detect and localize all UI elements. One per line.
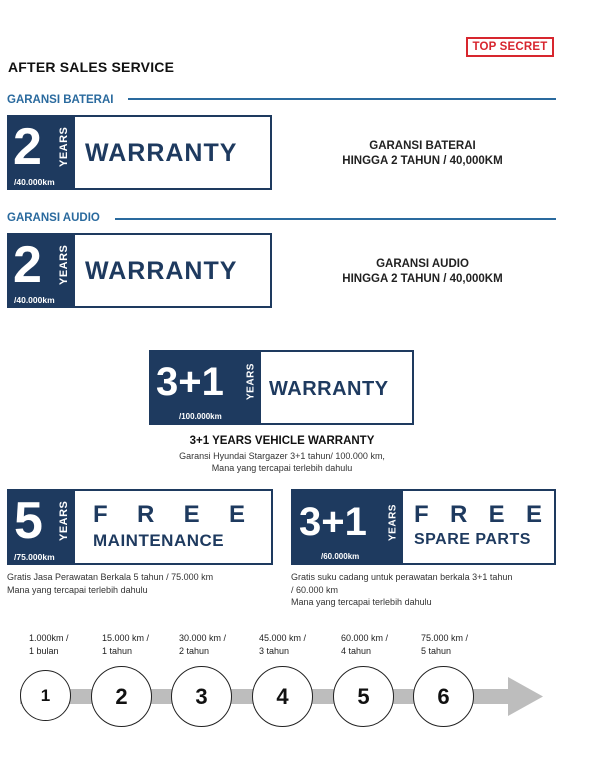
spare-parts-years-number: 3+1 xyxy=(299,500,367,544)
spare-parts-description xyxy=(291,571,561,609)
free-letter: F xyxy=(93,501,108,528)
vehicle-years-number: 3+1 xyxy=(156,360,224,404)
timeline-label-6 xyxy=(421,632,468,657)
timeline-period: 4 tahun xyxy=(341,645,372,656)
spare-parts-free-word xyxy=(414,501,542,529)
audio-warranty-description xyxy=(300,257,545,287)
timeline-step-6: 6 xyxy=(413,666,474,727)
audio-desc-line1: GARANSI AUDIO xyxy=(376,258,469,270)
battery-warranty-description xyxy=(300,139,545,169)
battery-desc-line2: HINGGA 2 TAHUN / 40,000KM xyxy=(342,155,503,167)
spare-parts-desc-line1: Gratis suku cadang untuk perawatan berkala 3+1 tahun xyxy=(291,572,513,582)
battery-warranty-badge xyxy=(7,115,272,190)
free-letter: E xyxy=(183,501,200,528)
timeline-km: 75.000 km / xyxy=(421,633,469,643)
free-letter: E xyxy=(488,501,505,528)
timeline-period: 3 tahun xyxy=(259,645,290,656)
free-maintenance-badge xyxy=(7,489,273,565)
timeline-km: 30.000 km / xyxy=(179,633,227,643)
free-letter: F xyxy=(414,501,429,528)
vehicle-warranty-word: WARRANTY xyxy=(269,378,389,400)
timeline-km: 1.000km / xyxy=(29,633,69,643)
timeline-label-4 xyxy=(259,632,306,657)
timeline-label-5 xyxy=(341,632,388,657)
timeline-km: 60.000 km / xyxy=(341,633,389,643)
vehicle-warranty-badge xyxy=(149,350,414,425)
battery-desc-line1: GARANSI BATERAI xyxy=(369,140,476,152)
timeline-step-3: 3 xyxy=(171,666,232,727)
battery-years-number: 2 xyxy=(13,118,42,176)
timeline-step-4: 4 xyxy=(252,666,313,727)
vehicle-badge-navy-panel xyxy=(151,352,261,423)
audio-section-divider xyxy=(115,218,556,220)
free-letter: E xyxy=(228,501,245,528)
spare-parts-desc-line3: Mana yang tercapai terlebih dahulu xyxy=(291,597,432,607)
battery-section-label: GARANSI BATERAI xyxy=(7,94,114,106)
spare-parts-word: SPARE PARTS xyxy=(414,531,531,548)
timeline-period: 5 tahun xyxy=(421,645,452,656)
audio-section-label: GARANSI AUDIO xyxy=(7,212,100,224)
vehicle-desc-line2: Mana yang tercapai terlebih dahulu xyxy=(211,463,353,473)
timeline-arrow-head xyxy=(508,677,543,716)
maintenance-badge-navy-panel xyxy=(9,491,75,563)
battery-badge-navy-panel xyxy=(9,117,75,188)
audio-warranty-badge xyxy=(7,233,272,308)
timeline-km: 15.000 km / xyxy=(102,633,150,643)
timeline-label-2 xyxy=(102,632,149,657)
timeline-period: 2 tahun xyxy=(179,645,210,656)
timeline-km: 45.000 km / xyxy=(259,633,307,643)
timeline-label-3 xyxy=(179,632,226,657)
timeline-label-1 xyxy=(29,632,69,657)
maintenance-years-number: 5 xyxy=(14,492,43,550)
audio-badge-navy-panel xyxy=(9,235,75,306)
audio-desc-line2: HINGGA 2 TAHUN / 40,000KM xyxy=(342,273,503,285)
maintenance-years-label: YEARS xyxy=(58,500,70,541)
free-letter: R xyxy=(449,501,468,528)
free-spare-parts-badge xyxy=(291,489,556,565)
battery-km-label: /40.000km xyxy=(14,177,55,187)
top-secret-stamp: TOP SECRET xyxy=(466,37,554,57)
page-title: AFTER SALES SERVICE xyxy=(8,59,175,75)
free-letter: E xyxy=(525,501,542,528)
maintenance-description xyxy=(7,571,287,596)
audio-km-label: /40.000km xyxy=(14,295,55,305)
audio-warranty-word: WARRANTY xyxy=(85,257,238,285)
maintenance-free-word xyxy=(93,501,245,529)
vehicle-warranty-heading: 3+1 YEARS VEHICLE WARRANTY xyxy=(189,435,375,447)
maintenance-desc-line1: Gratis Jasa Perawatan Berkala 5 tahun / 75.000 km xyxy=(7,572,214,582)
audio-years-label: YEARS xyxy=(58,244,70,285)
spare-parts-desc-line2: / 60.000 km xyxy=(291,584,339,595)
maintenance-desc-line2: Mana yang tercapai terlebih dahulu xyxy=(7,584,148,595)
audio-years-number: 2 xyxy=(13,236,42,294)
timeline-step-5: 5 xyxy=(333,666,394,727)
vehicle-warranty-description xyxy=(130,450,434,474)
maintenance-km-label: /75.000km xyxy=(14,552,55,562)
battery-warranty-word: WARRANTY xyxy=(85,139,238,167)
battery-section-divider xyxy=(128,98,556,100)
free-letter: R xyxy=(136,501,155,528)
timeline-period: 1 bulan xyxy=(29,645,59,656)
spare-parts-km-label: /60.000km xyxy=(321,552,360,561)
battery-years-label: YEARS xyxy=(58,126,70,167)
timeline-step-1: 1 xyxy=(20,670,71,721)
timeline-period: 1 tahun xyxy=(102,645,133,656)
maintenance-word: MAINTENANCE xyxy=(93,531,225,550)
vehicle-km-label: /100.000km xyxy=(179,412,222,421)
spare-parts-badge-navy-panel xyxy=(293,491,403,563)
vehicle-desc-line1: Garansi Hyundai Stargazer 3+1 tahun/ 100.000 km, xyxy=(179,451,385,461)
spare-parts-years-label: YEARS xyxy=(387,504,399,541)
vehicle-years-label: YEARS xyxy=(245,363,257,400)
timeline-step-2: 2 xyxy=(91,666,152,727)
